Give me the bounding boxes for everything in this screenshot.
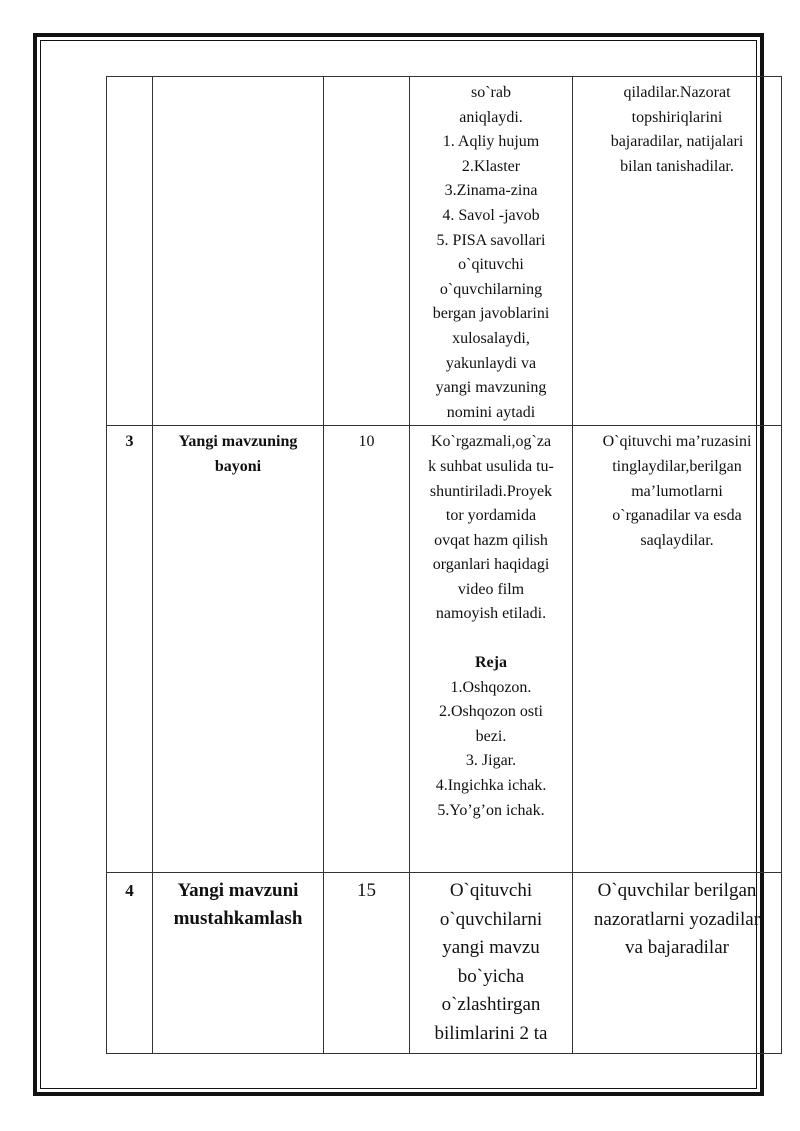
plan-item: 4.Ingichka ichak. xyxy=(435,777,547,795)
text-line: 3.Zinama-zina xyxy=(444,182,538,200)
stage-name-cell xyxy=(153,426,324,873)
lesson-plan-table xyxy=(106,76,782,1054)
text-line: tinglaydilar,berilgan xyxy=(612,457,742,475)
plan-title: Reja xyxy=(475,654,507,672)
text-line: saqlaydilar. xyxy=(640,531,714,549)
text-line: yangi mavzu xyxy=(442,937,540,959)
table-row xyxy=(107,77,782,426)
text-line: aniqlaydi. xyxy=(459,108,523,126)
student-activity-cell xyxy=(573,873,782,1054)
plan-item: 3. Jigar. xyxy=(465,752,517,770)
text-line: yakunlaydi va xyxy=(445,354,537,372)
spacer xyxy=(413,627,569,651)
text-line: organlari haqidagi xyxy=(432,556,550,574)
text-line: yangi mavzuning xyxy=(435,379,547,397)
stage-number-cell: 3 xyxy=(107,426,153,873)
stage-number-cell: 4 xyxy=(107,873,153,1054)
stage-number-cell xyxy=(107,77,153,426)
stage-name-line: Yangi mavzuni xyxy=(177,880,299,902)
time-cell xyxy=(324,77,410,426)
text-line: O`qituvchi xyxy=(449,880,533,902)
plan-item: 1.Oshqozon. xyxy=(450,678,532,696)
text-line: ovqat hazm qilish xyxy=(434,531,548,549)
text-line: o`quvchilarning xyxy=(439,280,543,298)
text-line: 1. Aqliy hujum xyxy=(442,133,540,151)
stage-name-line: Yangi mavzuning xyxy=(178,433,298,451)
text-line: nomini aytadi xyxy=(446,403,536,421)
text-line: tor yordamida xyxy=(445,507,537,525)
stage-name-line: mustahkamlash xyxy=(173,908,303,930)
time-cell: 10 xyxy=(324,426,410,873)
text-line: ma’lumotlarni xyxy=(631,482,723,500)
teacher-activity-cell xyxy=(410,77,573,426)
text-line: 5. PISA savollari xyxy=(436,231,546,249)
text-line: xulosalaydi, xyxy=(452,329,530,347)
text-line: nazoratlarni yozadilar xyxy=(593,908,761,930)
text-line: bo`yicha xyxy=(457,965,525,987)
text-line: o`zlashtirgan xyxy=(441,994,541,1016)
text-line: bajaradilar, natijalari xyxy=(610,133,744,151)
time-cell: 15 xyxy=(324,873,410,1054)
text-line: Ko`rgazmali,og`za xyxy=(430,433,552,451)
student-activity-cell xyxy=(573,77,782,426)
text-line: qiladilar.Nazorat xyxy=(623,84,731,101)
text-line: o`quvchilarni xyxy=(439,908,543,930)
text-line: O`quvchilar berilgan xyxy=(597,880,757,902)
text-line: o`qituvchi xyxy=(458,256,524,274)
text-line: 2.Klaster xyxy=(461,157,521,175)
text-line: o`rganadilar va esda xyxy=(612,507,742,525)
text-line: k suhbat usulida tu- xyxy=(428,457,554,475)
text-line: so`rab xyxy=(471,84,511,101)
text-line: 4. Savol -javob xyxy=(442,206,540,224)
teacher-activity-cell xyxy=(410,873,573,1054)
plan-item: 5.Yo’g’on ichak. xyxy=(437,801,545,819)
text-line: bergan javoblarini xyxy=(432,305,550,323)
text-line: video film xyxy=(457,580,525,598)
stage-name-cell xyxy=(153,873,324,1054)
text-line: va bajaradilar xyxy=(625,937,729,959)
text-line: bilimlarini 2 ta xyxy=(434,1022,548,1044)
text-line: shuntiriladi.Proyek xyxy=(429,482,553,500)
plan-item: bezi. xyxy=(475,727,507,745)
stage-name-line: bayoni xyxy=(214,457,262,475)
teacher-activity-cell xyxy=(410,426,573,873)
stage-name-cell xyxy=(153,77,324,426)
text-line: namoyish etiladi. xyxy=(435,605,547,623)
text-line: O`qituvchi ma’ruzasini xyxy=(602,433,752,451)
student-activity-cell xyxy=(573,426,782,873)
table-row xyxy=(107,426,782,873)
text-line: bilan tanishadilar. xyxy=(620,157,734,175)
text-line: topshiriqlarini xyxy=(631,108,723,126)
table-row xyxy=(107,873,782,1054)
plan-item: 2.Oshqozon osti xyxy=(439,703,543,721)
